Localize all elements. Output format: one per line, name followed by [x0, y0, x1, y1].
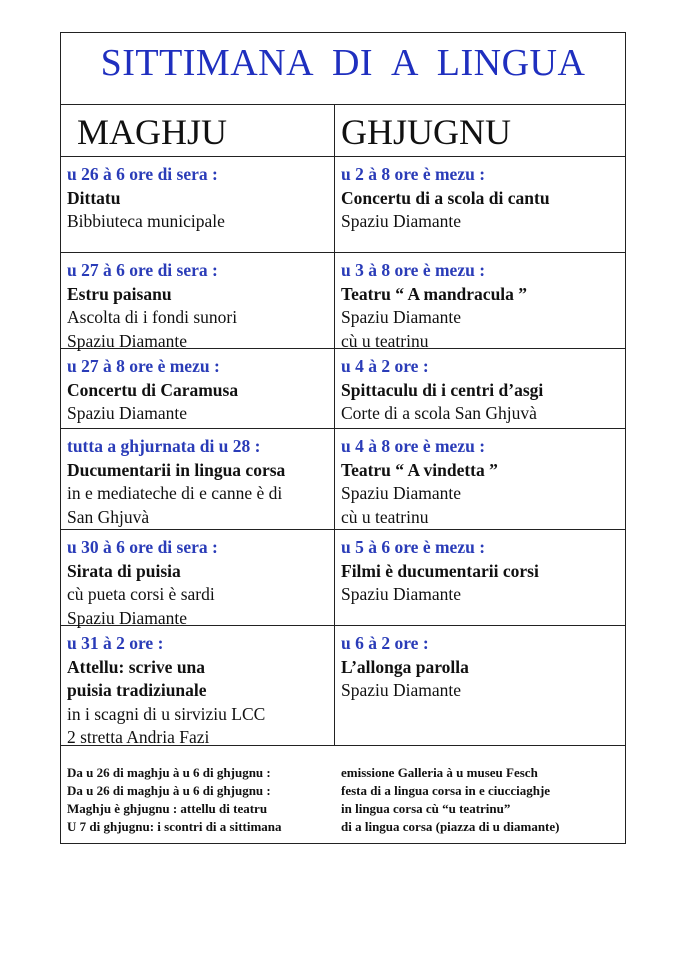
event-cell-right [335, 530, 625, 625]
schedule-sheet [60, 32, 626, 844]
event-title: Teatru “ A vindetta ” [341, 459, 498, 480]
event-title-continued: puisia tradiziunale [67, 680, 207, 700]
event-detail: Spaziu Diamante [67, 403, 188, 423]
schedule-row [61, 626, 625, 746]
event-title: Concertu di a scola di cantu [341, 187, 550, 208]
event-detail: cù pueta corsi è sardi [67, 584, 215, 604]
footer-line: Da u 26 di maghju à u 6 di ghjugnu : [67, 783, 271, 798]
event-cell-left [61, 157, 335, 252]
schedule-row [61, 157, 625, 253]
page-title: SITTIMANA DI A LINGUA [100, 42, 586, 84]
event-cell-left [61, 530, 335, 628]
title-row [61, 33, 625, 105]
event-detail: cù u teatrinu [341, 506, 429, 527]
event-title: Dittatu [67, 187, 121, 208]
event-cell-right [335, 626, 625, 745]
month-header-row [61, 105, 625, 157]
footer-line: U 7 di ghjugnu: i scontri di a sittimana [67, 819, 282, 834]
event-title: Ducumentarii in lingua corsa [67, 459, 286, 480]
footer-dates [67, 764, 282, 836]
event-time: u 4 à 8 ore è mezu : [341, 436, 486, 456]
event-detail: Spaziu Diamante [67, 607, 188, 628]
event-title: Sirata di puisia [67, 560, 181, 581]
footer-notes [61, 746, 625, 843]
footer-line: Maghju è ghjugnu : attellu di teatru [67, 801, 268, 816]
event-detail: Spaziu Diamante [341, 483, 462, 503]
month-col-left [61, 105, 335, 156]
event-cell-left [61, 429, 335, 529]
event-cell-right [335, 157, 625, 252]
month-col-right [335, 105, 625, 156]
event-detail: Corte di a scola San Ghjuvà [341, 403, 537, 423]
event-detail: Spaziu Diamante [341, 584, 462, 604]
event-detail: Ascolta di i fondi sunori [67, 307, 238, 327]
event-detail: in i scagni di u sirviziu LCC [67, 703, 266, 724]
footer-descriptions [341, 764, 560, 836]
event-detail: Spaziu Diamante [341, 307, 462, 327]
event-time: tutta a ghjurnata di u 28 : [67, 436, 261, 456]
event-title: Teatru “ A mandracula ” [341, 283, 528, 304]
schedule-row [61, 253, 625, 349]
footer-line: festa di a lingua corsa in e ciucciaghje [341, 783, 551, 798]
event-cell-left [61, 626, 335, 745]
event-time: u 26 à 6 ore di sera : [67, 164, 218, 184]
event-title: Concertu di Caramusa [67, 379, 239, 400]
month-label-maghju: MAGHJU [77, 112, 228, 152]
schedule-row [61, 349, 625, 429]
event-detail: Bibbiuteca municipale [67, 211, 225, 231]
month-label-ghjugnu: GHJUGNU [341, 112, 511, 152]
event-detail: in e mediateche di e canne è di [67, 483, 283, 503]
event-cell-left [61, 253, 335, 351]
event-time: u 31 à 2 ore : [67, 633, 164, 653]
event-title: Attellu: scrive una [67, 656, 206, 677]
event-detail: Spaziu Diamante [341, 211, 462, 231]
event-title: Filmi è ducumentarii corsi [341, 560, 539, 581]
event-detail: cù u teatrinu [341, 330, 429, 351]
footer-line: Da u 26 di maghju à u 6 di ghjugnu : [67, 765, 271, 780]
footer-line: in lingua corsa cù “u teatrinu” [341, 801, 511, 816]
event-time: u 6 à 2 ore : [341, 633, 429, 653]
event-cell-left [61, 349, 335, 428]
schedule-row [61, 530, 625, 626]
footer-line: di a lingua corsa (piazza di u diamante) [341, 819, 560, 834]
event-title: L’allonga parolla [341, 656, 469, 677]
event-time: u 4 à 2 ore : [341, 356, 429, 376]
event-cell-right [335, 429, 625, 529]
schedule-row [61, 429, 625, 530]
event-time: u 27 à 8 ore è mezu : [67, 356, 220, 376]
event-title: Estru paisanu [67, 283, 172, 304]
footer-line: emissione Galleria à u museu Fesch [341, 765, 538, 780]
event-title: Spittaculu di i centri d’asgi [341, 379, 544, 400]
event-cell-right [335, 253, 625, 351]
event-detail: Spaziu Diamante [341, 680, 462, 700]
event-time: u 2 à 8 ore è mezu : [341, 164, 486, 184]
event-time: u 3 à 8 ore è mezu : [341, 260, 486, 280]
event-time: u 27 à 6 ore di sera : [67, 260, 218, 280]
event-detail: Spaziu Diamante [67, 330, 188, 351]
event-detail: 2 stretta Andria Fazi [67, 727, 210, 747]
event-cell-right [335, 349, 625, 428]
event-time: u 5 à 6 ore è mezu : [341, 537, 486, 557]
event-time: u 30 à 6 ore di sera : [67, 537, 218, 557]
event-detail: San Ghjuvà [67, 506, 150, 527]
